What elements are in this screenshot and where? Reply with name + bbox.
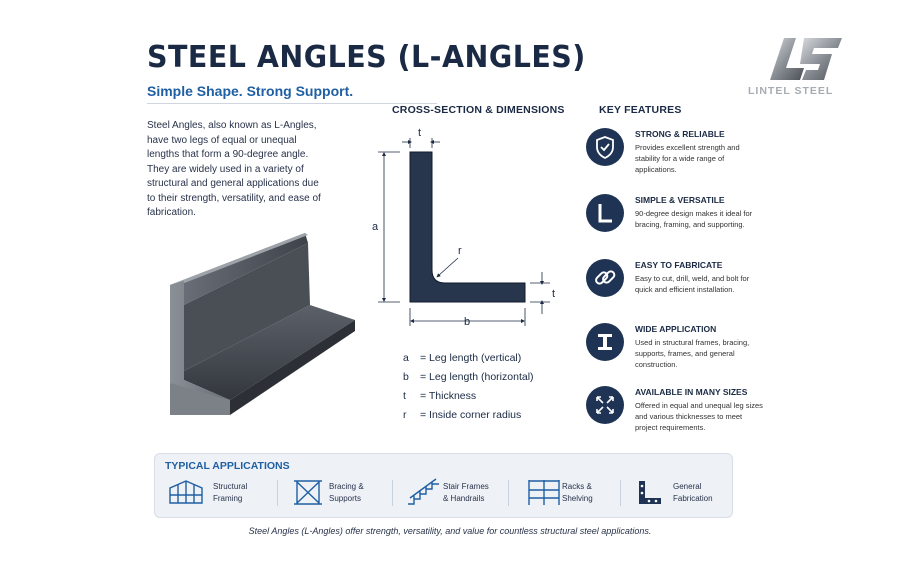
app-label-line1: Structural bbox=[213, 482, 248, 491]
footer-caption: Steel Angles (L-Angles) offer strength, versatility, and value for countless structural steel applications. bbox=[248, 526, 652, 536]
shield-check-icon bbox=[586, 128, 624, 166]
racks-icon bbox=[525, 478, 563, 506]
legend-text: = Leg length (horizontal) bbox=[420, 370, 534, 383]
key-features-title: KEY FEATURES bbox=[599, 104, 682, 116]
app-label-line1: Racks & bbox=[562, 482, 592, 491]
stair-icon bbox=[405, 478, 443, 506]
dim-label-r: r bbox=[458, 245, 462, 257]
legend-row bbox=[403, 386, 534, 405]
feature-title: SIMPLE & VERSATILE bbox=[635, 195, 725, 205]
feature-description: Provides excellent strength and stability for a wide range of applications. bbox=[635, 143, 740, 174]
bracing-icon bbox=[289, 478, 327, 506]
legend-key: r bbox=[403, 408, 407, 421]
feature-description: Offered in equal and unequal leg sizes and various thicknesses to meet project requirements. bbox=[635, 401, 763, 432]
legend-text: = Thickness bbox=[420, 389, 477, 402]
intro-paragraph: Steel Angles, also known as L-Angles, have two legs of equal or unequal lengths that form a 90-degree angle. They are widely used in a variety of structural and general applications due to their strength, versatility, and ease of fabrication. bbox=[147, 120, 321, 218]
app-divider bbox=[508, 480, 509, 506]
feature-wide-application bbox=[586, 323, 776, 383]
app-divider bbox=[277, 480, 278, 506]
feature-title: WIDE APPLICATION bbox=[635, 324, 717, 334]
app-label-line1: Stair Frames bbox=[443, 482, 489, 491]
feature-description: 90-degree design makes it ideal for bracing, framing, and supporting. bbox=[635, 209, 753, 229]
legend-key: a bbox=[403, 351, 409, 364]
dim-label-a: a bbox=[372, 221, 379, 233]
legend-text: = Leg length (vertical) bbox=[420, 351, 522, 364]
feature-description: Easy to cut, drill, weld, and bolt for quick and efficient installation. bbox=[635, 274, 750, 294]
app-label-line2: Shelving bbox=[562, 494, 593, 503]
feature-title: AVAILABLE IN MANY SIZES bbox=[635, 387, 748, 397]
feature-title: STRONG & RELIABLE bbox=[635, 129, 725, 139]
legend-text: = Inside corner radius bbox=[420, 408, 522, 421]
page-title: STEEL ANGLES (L-ANGLES) bbox=[147, 40, 586, 75]
dim-label-b: b bbox=[464, 316, 471, 328]
applications-title: TYPICAL APPLICATIONS bbox=[165, 460, 290, 472]
legend-row bbox=[403, 367, 534, 386]
l-profile-shape bbox=[410, 152, 525, 302]
i-beam-icon bbox=[586, 323, 624, 361]
expand-arrows-icon bbox=[586, 386, 624, 424]
app-divider bbox=[392, 480, 393, 506]
page-subtitle: Simple Shape. Strong Support. bbox=[147, 83, 354, 99]
app-label-line2: Fabrication bbox=[673, 494, 713, 503]
l-shape-icon bbox=[586, 194, 624, 232]
logo-text: LINTEL STEEL bbox=[748, 85, 834, 97]
chain-link-icon bbox=[586, 259, 624, 297]
feature-strong-reliable bbox=[586, 128, 776, 188]
feature-description: Used in structural frames, bracing, supports, frames, and general construction. bbox=[635, 338, 750, 369]
dim-label-t-right: t bbox=[552, 288, 556, 300]
cross-section-title: CROSS-SECTION & DIMENSIONS bbox=[392, 104, 565, 116]
cross-section-diagram bbox=[370, 120, 570, 335]
dim-label-t-top: t bbox=[418, 127, 422, 139]
dimension-legend bbox=[403, 348, 534, 424]
app-label-line2: & Handrails bbox=[443, 494, 485, 503]
legend-key: t bbox=[403, 389, 406, 402]
legend-row bbox=[403, 348, 534, 367]
app-label-line1: Bracing & bbox=[329, 482, 364, 491]
fabrication-icon bbox=[631, 478, 669, 506]
legend-key: b bbox=[403, 370, 409, 383]
feature-easy-fabricate bbox=[586, 259, 776, 319]
feature-title: EASY TO FABRICATE bbox=[635, 260, 723, 270]
app-label-line2: Framing bbox=[213, 494, 243, 503]
app-divider bbox=[620, 480, 621, 506]
app-label-line1: General bbox=[673, 482, 702, 491]
typical-applications-panel bbox=[154, 453, 733, 518]
steel-angle-illustration bbox=[160, 225, 360, 425]
legend-row bbox=[403, 405, 534, 424]
feature-many-sizes bbox=[586, 386, 776, 446]
feature-simple-versatile bbox=[586, 194, 776, 254]
app-label-line2: Supports bbox=[329, 494, 362, 503]
structural-framing-icon bbox=[167, 478, 205, 506]
